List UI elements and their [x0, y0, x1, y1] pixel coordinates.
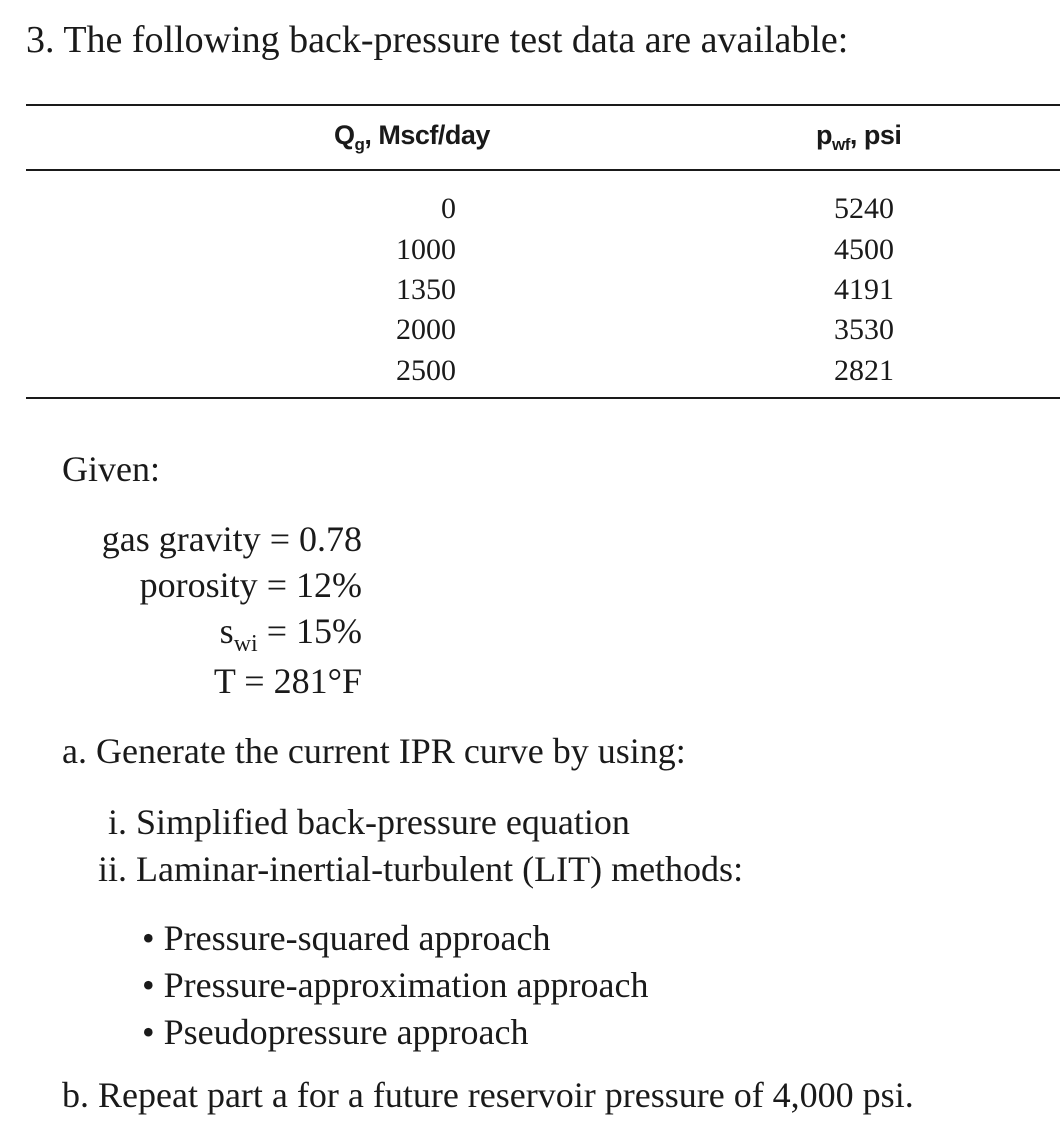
table-top-rule	[26, 104, 1060, 106]
bullet-icon: •	[142, 965, 155, 1005]
table-cell-q: 1000	[396, 233, 456, 266]
problem-title: 3. The following back-pressure test data are available:	[26, 19, 849, 61]
header-p-sub: wf	[832, 135, 850, 154]
header-q-main: Q	[334, 120, 355, 150]
bullet-item	[142, 1011, 529, 1053]
header-p-rest: , psi	[849, 120, 902, 150]
bullet-item	[142, 917, 550, 959]
bullet-text: Pressure-squared approach	[163, 918, 551, 958]
table-cell-p: 4191	[834, 273, 894, 306]
porosity-name: porosity	[139, 565, 258, 605]
part-b: b. Repeat part a for a future reservoir pressure of 4,000 psi.	[62, 1075, 914, 1115]
swi-value: 15%	[296, 611, 362, 651]
swi-subscript: wi	[233, 631, 258, 657]
header-q-rest: , Mscf/day	[364, 120, 490, 150]
gas-gravity-value: 0.78	[299, 519, 362, 559]
swi-name: s	[219, 611, 234, 651]
temperature-value: 281°F	[273, 661, 362, 701]
bullet-icon: •	[142, 918, 155, 958]
table-cell-q: 2500	[396, 354, 456, 387]
header-gas-rate	[334, 120, 490, 155]
header-p-main: p	[816, 120, 832, 150]
given-gas-gravity: gas gravity = 0.78	[101, 519, 362, 559]
table-cell-p: 2821	[834, 354, 894, 387]
table-cell-q: 0	[441, 192, 456, 225]
bullet-item	[142, 964, 648, 1006]
bullet-text: Pseudopressure approach	[163, 1012, 529, 1052]
table-cell-q: 2000	[396, 313, 456, 346]
given-label: Given:	[62, 449, 160, 489]
given-temperature: T = 281°F	[213, 661, 362, 701]
table-header-rule	[26, 169, 1060, 171]
table-cell-p: 4500	[834, 233, 894, 266]
header-flowing-pressure	[816, 120, 901, 155]
given-swi: $s_{wi} = 15\%$	[219, 611, 362, 657]
header-q-sub: g	[354, 135, 365, 154]
temperature-name: T	[213, 661, 236, 701]
gas-gravity-name: gas gravity	[101, 519, 261, 559]
table-cell-q: 1350	[396, 273, 456, 306]
part-a-i: i. Simplified back-pressure equation	[108, 802, 630, 842]
part-a: a. Generate the current IPR curve by using:	[62, 731, 686, 771]
table-bottom-rule	[26, 397, 1060, 399]
table-cell-p: 3530	[834, 313, 894, 346]
bullet-text: Pressure-approximation approach	[163, 965, 649, 1005]
part-a-ii: ii. Laminar-inertial-turbulent (LIT) methods:	[98, 849, 744, 889]
porosity-value: 12%	[296, 565, 362, 605]
given-porosity: porosity = 12%	[139, 565, 362, 605]
bullet-icon: •	[142, 1012, 155, 1052]
table-cell-p: 5240	[834, 192, 894, 225]
